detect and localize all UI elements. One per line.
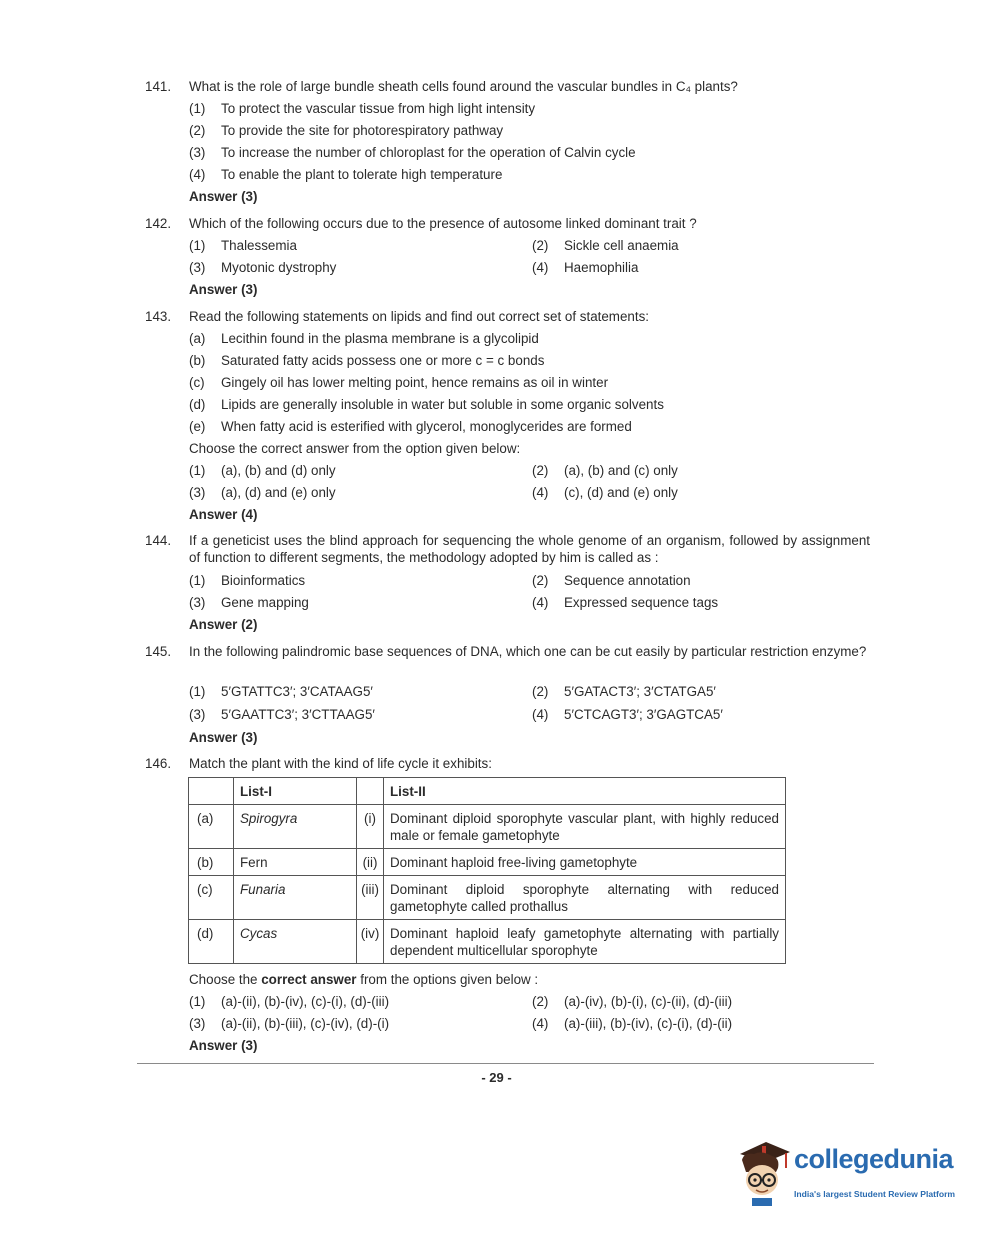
option-number: (3) (189, 707, 206, 722)
row-numeral: (ii) (357, 849, 384, 876)
life-cycle-text: Dominant haploid leafy gametophyte alternating with partially dependent multicellular sporophyte (384, 920, 786, 964)
life-cycle-text: Dominant diploid sporophyte alternating with reduced gametophyte called prothallus (384, 876, 786, 920)
list-1-header: List-I (234, 778, 357, 805)
option-text: To enable the plant to tolerate high temperature (221, 167, 503, 182)
option-text: To increase the number of chloroplast for the operation of Calvin cycle (221, 145, 636, 160)
statement-text: Lecithin found in the plasma membrane is a glycolipid (221, 331, 539, 346)
statement-text: Saturated fatty acids possess one or more c = c bonds (221, 353, 545, 368)
logo-brand: collegedunia (794, 1144, 954, 1174)
option (189, 166, 502, 183)
question-145 (145, 643, 870, 745)
plant-name: Funaria (234, 876, 357, 920)
option (189, 259, 336, 276)
footer-divider (137, 1063, 874, 1064)
table-row (189, 920, 786, 964)
option-number: (1) (189, 238, 206, 253)
statement-text: Lipids are generally insoluble in water but soluble in some organic solvents (221, 397, 664, 412)
option-text: (a)-(ii), (b)-(iii), (c)-(iv), (d)-(i) (221, 1016, 390, 1031)
statement (189, 352, 544, 369)
question-141 (145, 78, 870, 204)
answer: Answer (3) (189, 189, 258, 204)
prompt-bold: correct answer (261, 972, 357, 987)
option (532, 572, 691, 589)
option-text: 5′CTCAGT3′; 3′GAGTCA5′ (564, 707, 723, 722)
row-numeral: (iii) (357, 876, 384, 920)
row-label: (a) (189, 805, 234, 849)
question-number: 141. (145, 79, 172, 94)
row-label: (d) (189, 920, 234, 964)
choose-prompt: Choose the correct answer from the option given below: (189, 441, 521, 456)
statement (189, 396, 664, 413)
option (532, 462, 678, 479)
plant-name: Fern (234, 849, 357, 876)
option (189, 993, 389, 1010)
table-row (189, 805, 786, 849)
option-number: (3) (189, 1016, 206, 1031)
table-cell (357, 778, 384, 805)
question-text: What is the role of large bundle sheath cells found around the vascular bundles in C₄ plants? (189, 79, 738, 94)
option (532, 706, 723, 723)
choose-prompt (189, 971, 538, 988)
option-text: Sequence annotation (564, 573, 691, 588)
option (189, 572, 305, 589)
statement-label: (a) (189, 331, 206, 346)
statement-label: (e) (189, 419, 206, 434)
option-number: (1) (189, 684, 206, 699)
option-number: (1) (189, 573, 206, 588)
option-text: Sickle cell anaemia (564, 238, 679, 253)
option-number: (4) (532, 260, 549, 275)
plant-name: Cycas (234, 920, 357, 964)
option-number: (3) (189, 145, 206, 160)
statement (189, 330, 539, 347)
answer: Answer (4) (189, 507, 258, 522)
option (189, 1015, 389, 1032)
question-number: 144. (145, 533, 172, 548)
plant-name: Spirogyra (234, 805, 357, 849)
row-numeral: (i) (357, 805, 384, 849)
option (189, 144, 636, 161)
option-number: (4) (532, 485, 549, 500)
option-text: (a), (b) and (d) only (221, 463, 336, 478)
statement (189, 418, 632, 435)
option (189, 462, 336, 479)
option-number: (1) (189, 994, 206, 1009)
statement-text: Gingely oil has lower melting point, hence remains as oil in winter (221, 375, 609, 390)
option (532, 1015, 732, 1032)
option (532, 484, 678, 501)
question-146 (145, 755, 870, 772)
option (189, 237, 297, 254)
question-144 (145, 532, 870, 632)
collegedunia-logo (732, 1138, 962, 1210)
answer: Answer (3) (189, 730, 258, 745)
option-text: To protect the vascular tissue from high light intensity (221, 101, 536, 116)
option (189, 594, 309, 611)
row-label: (b) (189, 849, 234, 876)
option-text: Haemophilia (564, 260, 639, 275)
prompt-post: from the options given below : (360, 972, 539, 987)
question-number: 143. (145, 309, 172, 324)
statement-label: (d) (189, 397, 206, 412)
row-label: (c) (189, 876, 234, 920)
list-2-header: List-II (384, 778, 786, 805)
option-text: (c), (d) and (e) only (564, 485, 678, 500)
question-text: If a geneticist uses the blind approach for sequencing the whole genome of an organism, followed by assignment of function to different segments, the methodology adopted by him is called as : (189, 533, 870, 565)
life-cycle-text: Dominant diploid sporophyte vascular plant, with highly reduced male or female gametophyte (384, 805, 786, 849)
option-number: (2) (532, 994, 549, 1009)
option-text: (a)-(iv), (b)-(i), (c)-(ii), (d)-(iii) (564, 994, 733, 1009)
question-number: 146. (145, 756, 172, 771)
statement (189, 374, 608, 391)
option-number: (3) (189, 595, 206, 610)
logo-tagline: India's largest Student Review Platform (794, 1189, 956, 1199)
option-number: (2) (532, 573, 549, 588)
option-number: (2) (532, 463, 549, 478)
option-text: Bioinformatics (221, 573, 306, 588)
table-row (189, 876, 786, 920)
question-142 (145, 215, 870, 297)
option-text: (a), (d) and (e) only (221, 485, 336, 500)
option (532, 683, 716, 700)
option-number: (4) (189, 167, 206, 182)
option (532, 993, 732, 1010)
option (532, 237, 679, 254)
option-number: (3) (189, 260, 206, 275)
option-text: 5′GAATTC3′; 3′CTTAAG5′ (221, 707, 375, 722)
statement-text: When fatty acid is esterified with glycerol, monoglycerides are formed (221, 419, 632, 434)
option-number: (2) (189, 123, 206, 138)
option-text: Myotonic dystrophy (221, 260, 337, 275)
life-cycle-text: Dominant haploid free-living gametophyte (384, 849, 786, 876)
answer: Answer (3) (189, 1038, 258, 1053)
option-text: (a)-(ii), (b)-(iv), (c)-(i), (d)-(iii) (221, 994, 390, 1009)
page-number: - 29 - (481, 1070, 512, 1085)
question-143 (145, 308, 870, 522)
question-number: 145. (145, 644, 172, 659)
match-table (188, 777, 786, 964)
mascot-icon (732, 1138, 794, 1210)
option-number: (2) (532, 238, 549, 253)
option-number: (4) (532, 595, 549, 610)
option-text: (a)-(iii), (b)-(iv), (c)-(i), (d)-(ii) (564, 1016, 733, 1031)
question-number: 142. (145, 216, 172, 231)
option (189, 683, 373, 700)
option (189, 100, 535, 117)
option-number: (1) (189, 101, 206, 116)
option-text: (a), (b) and (c) only (564, 463, 678, 478)
option-text: 5′GATACT3′; 3′CTATGA5′ (564, 684, 716, 699)
answer: Answer (3) (189, 282, 258, 297)
question-text: In the following palindromic base sequences of DNA, which one can be cut easily by particular restriction enzyme? (189, 644, 867, 659)
option (532, 594, 718, 611)
option (189, 706, 375, 723)
question-text: Match the plant with the kind of life cycle it exhibits: (189, 756, 492, 771)
option-text: Expressed sequence tags (564, 595, 719, 610)
option-text: To provide the site for photorespiratory pathway (221, 123, 504, 138)
option-text: 5′GTATTC3′; 3′CATAAG5′ (221, 684, 373, 699)
option-number: (4) (532, 1016, 549, 1031)
prompt-pre: Choose the (189, 972, 258, 987)
question-text: Which of the following occurs due to the presence of autosome linked dominant trait ? (189, 216, 697, 231)
row-numeral: (iv) (357, 920, 384, 964)
table-row (189, 849, 786, 876)
table-header-row (189, 778, 786, 805)
statement-label: (c) (189, 375, 205, 390)
answer: Answer (2) (189, 617, 258, 632)
option-number: (3) (189, 485, 206, 500)
option-number: (4) (532, 707, 549, 722)
question-text: Read the following statements on lipids and find out correct set of statements: (189, 309, 649, 324)
table-cell (189, 778, 234, 805)
option-number: (2) (532, 684, 549, 699)
option (189, 122, 503, 139)
option (189, 484, 336, 501)
option (532, 259, 638, 276)
statement-label: (b) (189, 353, 206, 368)
option-text: Thalessemia (221, 238, 297, 253)
option-text: Gene mapping (221, 595, 309, 610)
option-number: (1) (189, 463, 206, 478)
